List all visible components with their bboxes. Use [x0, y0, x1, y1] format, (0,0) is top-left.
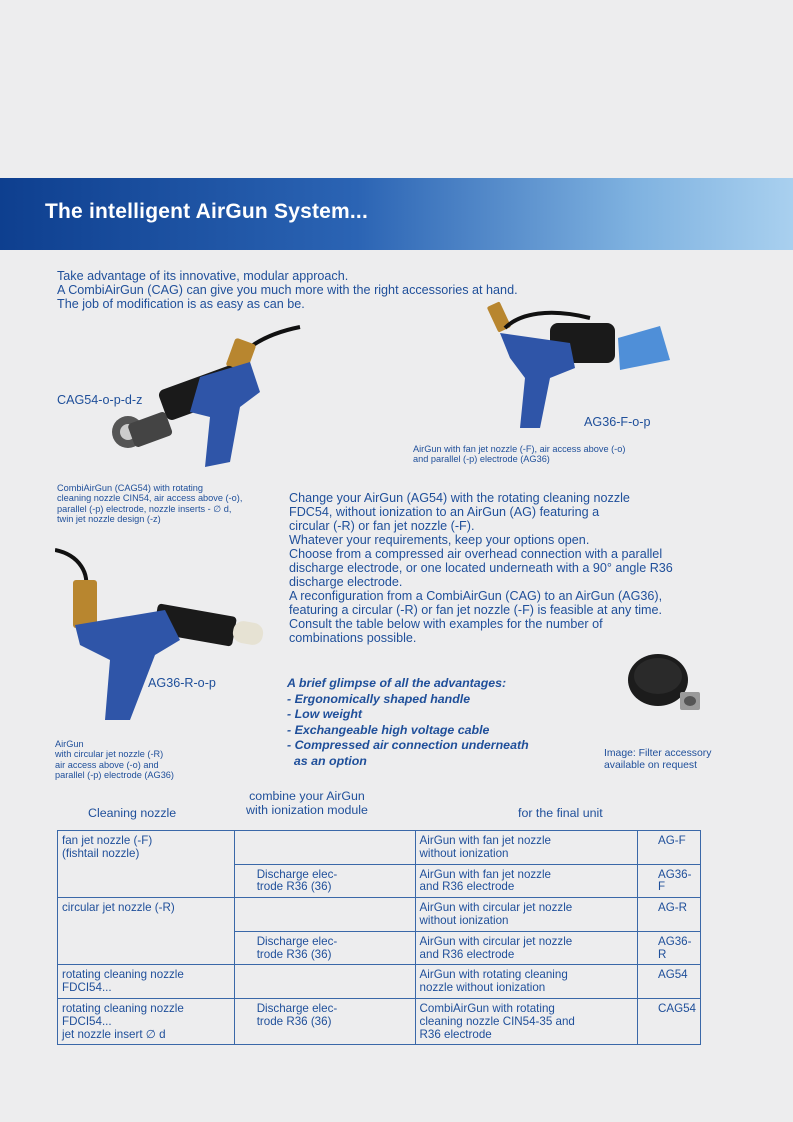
module-cell [234, 998, 415, 1044]
caption-line: with circular jet nozzle (-R) [55, 749, 164, 760]
cell-line: fan jet nozzle (-F) [62, 834, 153, 847]
cell-line: R36 electrode [419, 1027, 492, 1041]
module-cell [234, 965, 415, 999]
cell-line: rotating cleaning nozzle [62, 1001, 184, 1015]
caption-line: AirGun with fan jet nozzle (-F), air access above (-o) [413, 444, 626, 454]
advantage-item: - Exchangeable high voltage cable [287, 722, 490, 737]
cell-line: without ionization [419, 913, 509, 927]
filter-accessory-image [622, 648, 707, 728]
body-line: Choose from a compressed air overhead connection with a parallel [289, 547, 663, 561]
cell-line: AirGun with rotating cleaning [419, 968, 568, 982]
body-text [289, 491, 673, 645]
page-title: The intelligent AirGun System... [45, 200, 368, 223]
combination-table [57, 830, 701, 1045]
cell-line: trode R36 (36) [256, 880, 332, 894]
nozzle-cell [58, 965, 235, 999]
caption-line: available on request [604, 759, 698, 771]
cell-line: and R36 electrode [419, 947, 515, 961]
cell-line: (fishtail nozzle) [62, 846, 140, 860]
code-cell: AG54 [637, 965, 700, 999]
module-cell [234, 864, 415, 898]
ag36r-airgun-image [55, 530, 270, 735]
ag36f-label: AG36-F-o-p [584, 415, 651, 429]
ag36f-caption [413, 444, 625, 465]
cell-line: CombiAirGun with rotating [419, 1001, 555, 1015]
body-line: featuring a circular (-R) or fan jet nozzle (-F) is feasible at any time. [289, 603, 663, 617]
intro-line: Take advantage of its innovative, modular approach. [57, 269, 349, 283]
caption-line: parallel (-p) electrode (AG36) [55, 770, 174, 781]
col-header-cleaning-nozzle: Cleaning nozzle [88, 806, 177, 820]
body-line: FDC54, without ionization to an AirGun (AG) featuring a [289, 505, 600, 519]
intro-line: The job of modification is as easy as can be. [57, 297, 305, 311]
cell-line: FDCI54... [62, 981, 112, 995]
code-cell: AG36-R [637, 931, 700, 965]
intro-text [57, 269, 518, 311]
cell-line: trode R36 (36) [256, 1014, 332, 1028]
filter-caption [604, 748, 711, 771]
col-header-final-unit: for the final unit [518, 806, 603, 820]
cell-line: trode R36 (36) [256, 947, 332, 961]
body-line: discharge electrode. [289, 575, 403, 589]
advantage-item: - Compressed air connection underneath [287, 738, 529, 753]
code-cell: AG-R [637, 898, 700, 932]
col-header-ionization [246, 789, 368, 817]
module-cell [234, 898, 415, 932]
unit-cell [415, 831, 637, 865]
advantages-list [287, 676, 529, 770]
body-line: Change your AirGun (AG54) with the rotating cleaning nozzle [289, 491, 630, 505]
cell-line: rotating cleaning nozzle [62, 968, 184, 982]
advantage-item: - Ergonomically shaped handle [287, 691, 471, 706]
body-line: Consult the table below with examples for the number of [289, 617, 603, 631]
advantage-item: as an option [287, 753, 367, 768]
ag36r-label: AG36-R-o-p [148, 676, 216, 690]
nozzle-cell [58, 998, 235, 1044]
cag54-label: CAG54-o-p-d-z [57, 393, 143, 407]
caption-line: parallel (-p) electrode, nozzle inserts - ∅ d, [57, 503, 232, 514]
ag36r-caption [55, 739, 174, 781]
caption-line: AirGun [55, 739, 84, 749]
module-cell [234, 931, 415, 965]
module-cell [234, 831, 415, 865]
col-header-line: with ionization module [246, 803, 368, 817]
table-row [58, 898, 701, 932]
caption-line: twin jet nozzle design (-z) [57, 514, 161, 525]
cell-line: AirGun with circular jet nozzle [419, 901, 573, 915]
cell-line: Discharge elec- [256, 934, 338, 948]
code-cell: AG-F [637, 831, 700, 865]
code-cell: CAG54 [637, 998, 700, 1044]
body-line: Whatever your requirements, keep your options open. [289, 533, 590, 547]
cell-line: without ionization [419, 846, 509, 860]
body-line: combinations possible. [289, 631, 417, 645]
table-row [58, 998, 701, 1044]
body-line: circular (-R) or fan jet nozzle (-F). [289, 519, 475, 533]
body-line: A reconfiguration from a CombiAirGun (CAG) to an AirGun (AG36), [289, 589, 663, 603]
caption-line: and parallel (-p) electrode (AG36) [413, 454, 550, 465]
body-line: discharge electrode, or one located underneath with a 90° angle R36 [289, 561, 673, 575]
intro-line: A CombiAirGun (CAG) can give you much more with the right accessories at hand. [57, 283, 518, 297]
cell-line: circular jet nozzle (-R) [62, 901, 175, 915]
cell-line: Discharge elec- [256, 1001, 338, 1015]
table-row [58, 965, 701, 999]
caption-line: cleaning nozzle CIN54, air access above (-o), [57, 493, 243, 504]
cell-line: AirGun with fan jet nozzle [419, 834, 552, 847]
table-row [58, 831, 701, 865]
nozzle-cell [58, 831, 235, 898]
nozzle-cell [58, 898, 235, 965]
cell-line: AirGun with circular jet nozzle [419, 934, 573, 948]
caption-line: CombiAirGun (CAG54) with rotating [57, 483, 204, 493]
unit-cell [415, 864, 637, 898]
cell-line: cleaning nozzle CIN54-35 and [419, 1014, 575, 1028]
col-header-line: combine your AirGun [249, 789, 365, 803]
cag54-caption [57, 483, 242, 525]
caption-line: air access above (-o) and [55, 759, 159, 770]
caption-line: Image: Filter accessory [604, 748, 712, 759]
cell-line: AirGun with fan jet nozzle [419, 867, 552, 881]
cell-line: jet nozzle insert ∅ d [62, 1027, 166, 1041]
cell-line: Discharge elec- [256, 867, 338, 881]
unit-cell [415, 931, 637, 965]
cell-line: FDCI54... [62, 1014, 112, 1028]
code-cell: AG36-F [637, 864, 700, 898]
advantage-item: - Low weight [287, 707, 363, 722]
unit-cell [415, 965, 637, 999]
unit-cell [415, 898, 637, 932]
unit-cell [415, 998, 637, 1044]
cell-line: nozzle without ionization [419, 981, 546, 995]
cell-line: and R36 electrode [419, 880, 515, 894]
advantages-heading: A brief glimpse of all the advantages: [287, 676, 507, 690]
